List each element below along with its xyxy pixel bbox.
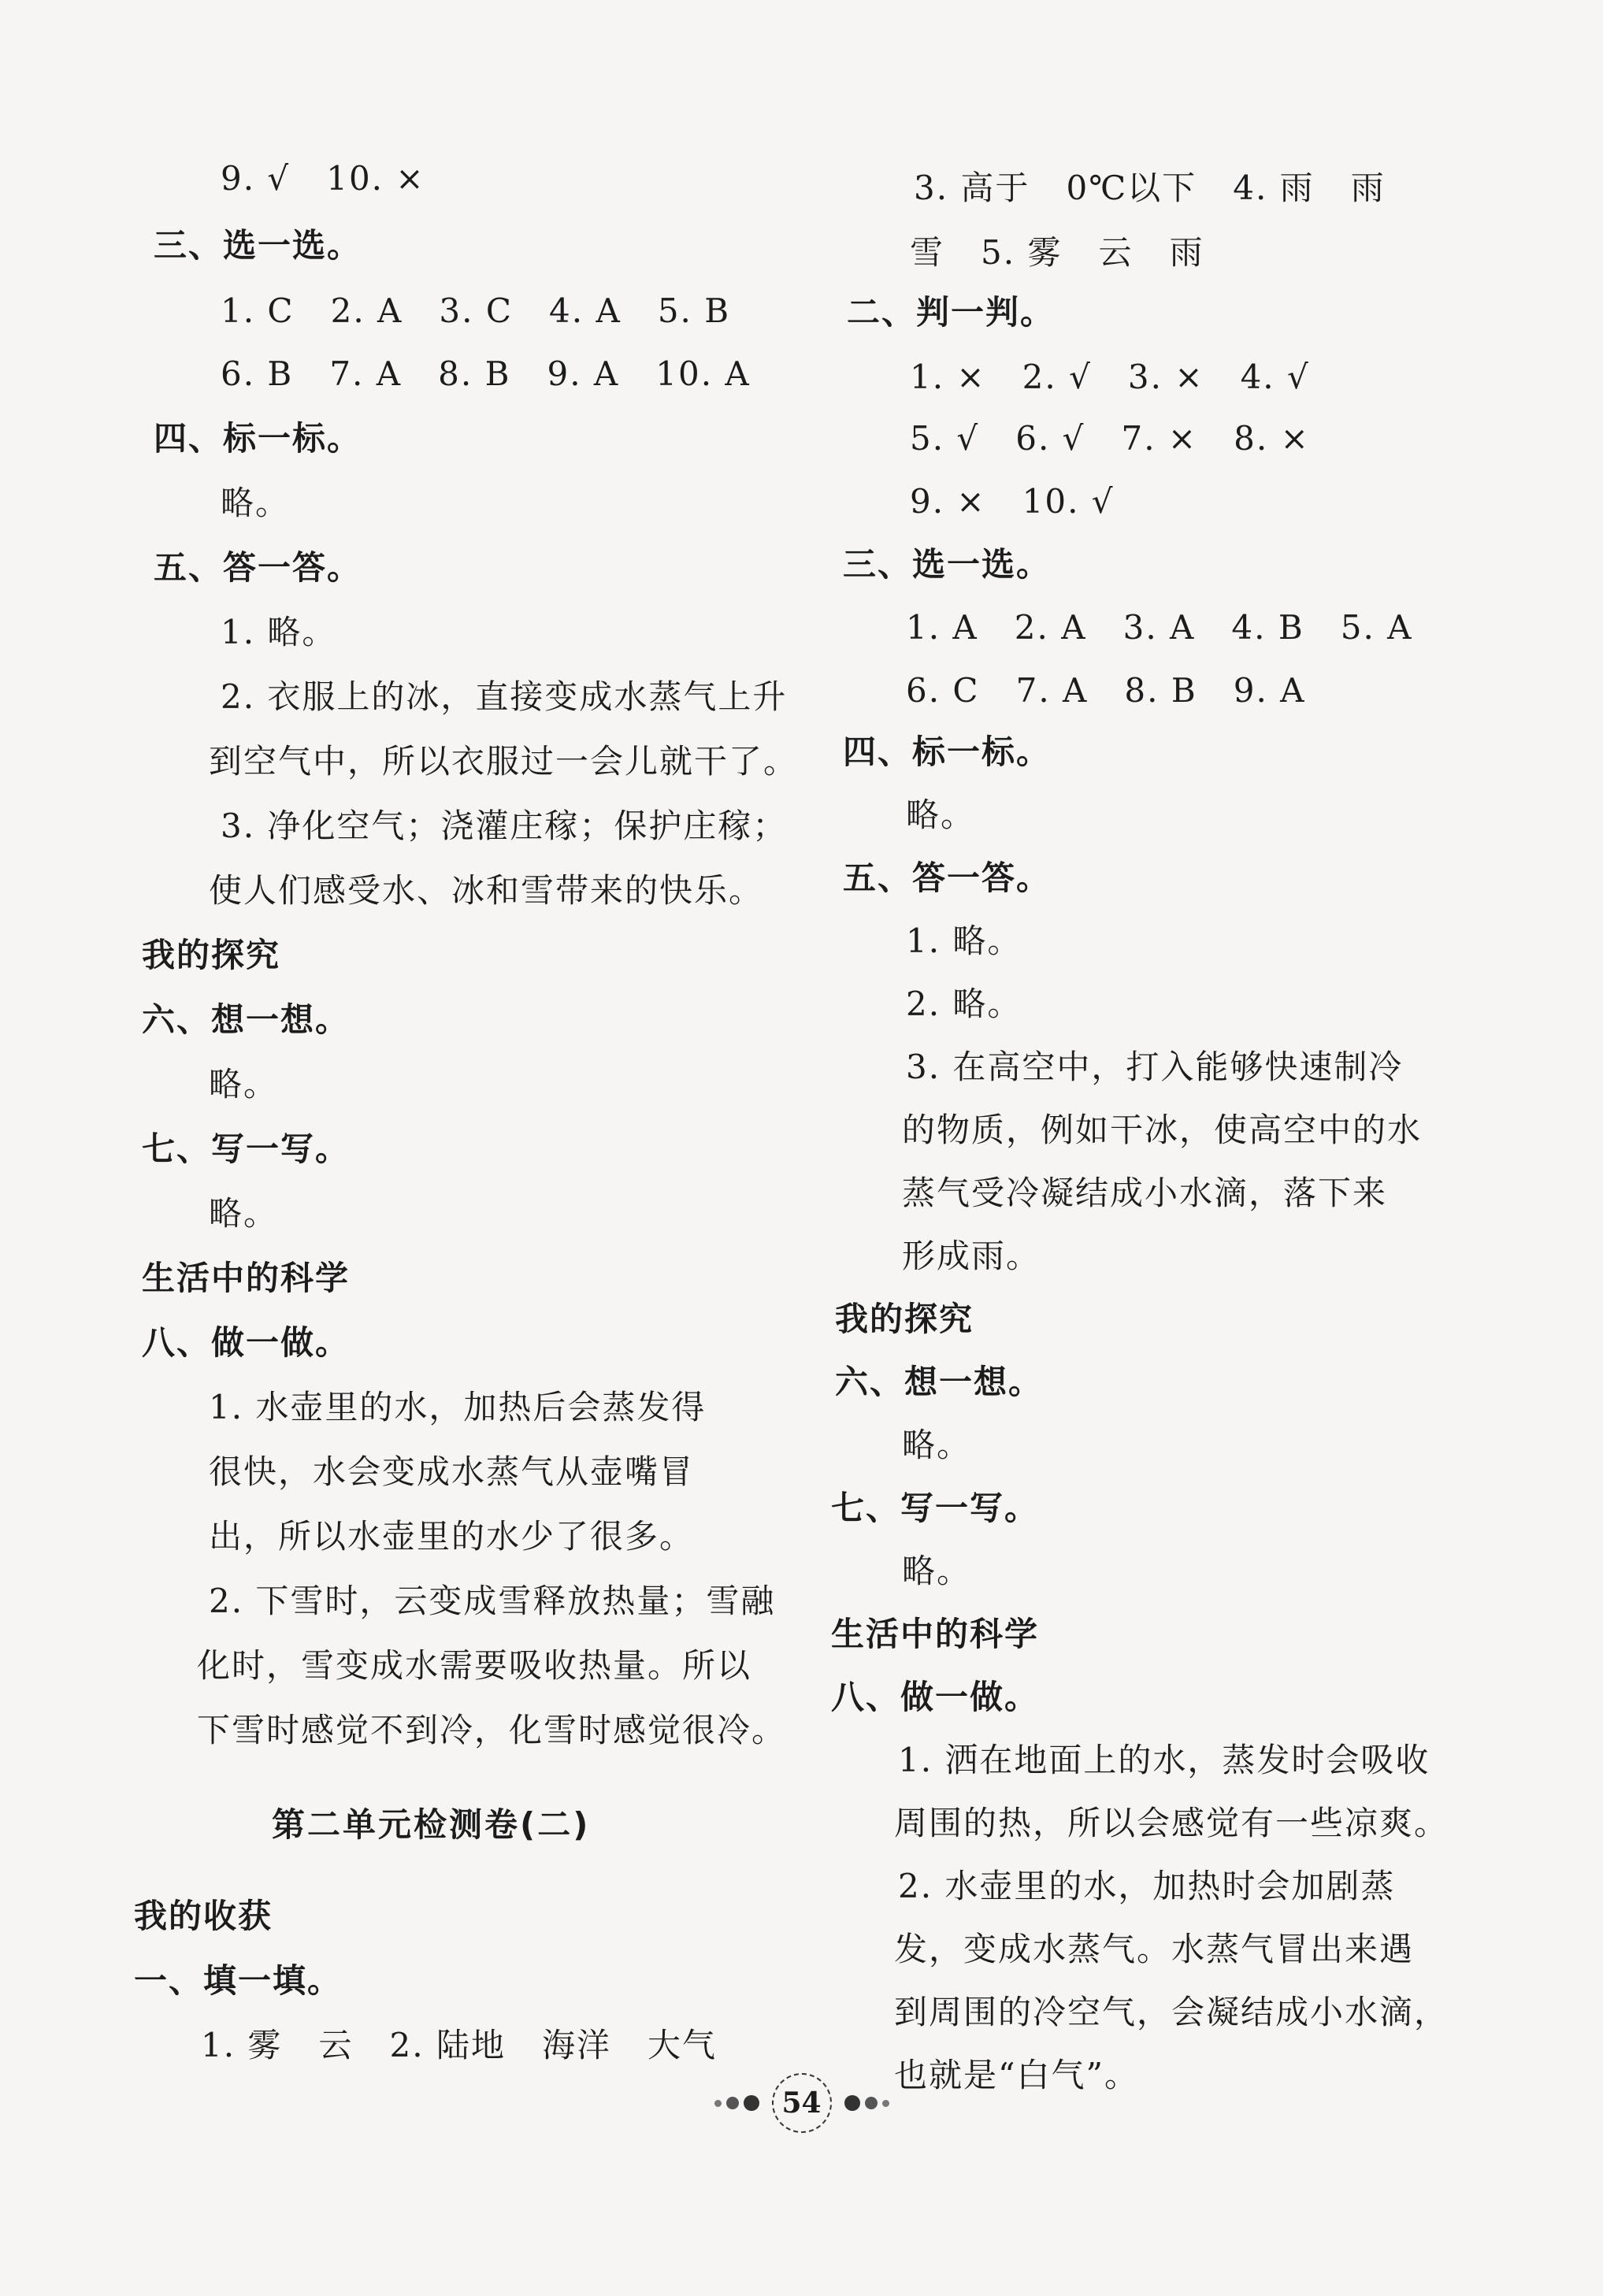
section-heading: 四、标一标。 [154,419,362,458]
answer-line: 略。 [209,1194,279,1233]
section-heading: 我的探究 [142,936,281,974]
answer-line: 6. B 7. A 8. B 9. A 10. A [221,354,751,393]
answer-line: 发，变成水蒸气。水蒸气冒出来遇 [894,1930,1415,1968]
footer-dot-icon [714,2100,722,2107]
answer-line: 1. 略。 [906,922,1022,960]
answer-line: 3. 净化空气；浇灌庄稼；保护庄稼； [221,807,788,845]
section-heading: 六、想一想。 [142,1000,351,1039]
footer-dot-icon [882,2100,889,2107]
answer-line: 形成雨。 [902,1237,1041,1275]
answer-line: 1. A 2. A 3. A 4. B 5. A [906,608,1413,647]
section-heading: 我的探究 [835,1300,974,1338]
answer-line: 1. 略。 [221,613,337,651]
answer-line: 到空气中，所以衣服过一会儿就干了。 [209,742,799,781]
footer-dot-icon [726,2097,739,2109]
section-heading: 六、想一想。 [835,1363,1044,1401]
answer-line: 2. 水壶里的水，加热时会加剧蒸 [898,1867,1396,1905]
section-heading: 八、做一做。 [831,1678,1040,1716]
page-footer [0,2072,1603,2135]
answer-line: 的物质，例如干冰，使高空中的水 [902,1111,1423,1149]
answer-line: 也就是“白气”。 [894,2056,1139,2094]
answer-line: 略。 [906,796,976,834]
answer-line: 下雪时感觉不到冷，化雪时感觉很冷。 [197,1711,787,1749]
section-heading: 七、写一写。 [142,1129,351,1168]
answer-line: 略。 [221,484,291,522]
answer-line: 周围的热，所以会感觉有一些凉爽。 [894,1804,1449,1842]
page-number: 54 [772,2073,832,2133]
answer-line: 化时，雪变成水需要吸收热量。所以 [197,1646,752,1685]
answer-line: 9. × 10. √ [910,482,1115,521]
answer-line: 2. 衣服上的冰，直接变成水蒸气上升 [221,677,788,716]
answer-line: 1. C 2. A 3. C 4. A 5. B [221,291,731,330]
answer-line: 2. 下雪时，云变成雪释放热量；雪融 [209,1582,776,1620]
answer-line: 3. 高于 0℃以下 4. 雨 雨 [914,169,1386,207]
footer-dot-icon [844,2095,860,2111]
section-heading: 三、选一选。 [154,226,362,265]
section-heading: 生活中的科学 [831,1615,1040,1653]
footer-dot-icon [865,2097,878,2109]
section-heading: 二、判一判。 [847,293,1056,332]
answer-line: 雪 5. 雾 云 雨 [910,233,1204,272]
answer-line: 1. 洒在地面上的水，蒸发时会吸收 [898,1741,1430,1779]
answer-line: 1. × 2. √ 3. × 4. √ [910,358,1310,396]
answer-line: 略。 [209,1065,279,1103]
answer-line: 出，所以水壶里的水少了很多。 [209,1517,695,1556]
section-heading: 八、做一做。 [142,1323,351,1362]
section-heading: 三、选一选。 [843,545,1052,584]
section-heading: 生活中的科学 [142,1259,351,1297]
section-heading: 五、答一答。 [843,859,1052,897]
answer-line: 9. √ 10. × [221,159,425,198]
answer-line: 使人们感受水、冰和雪带来的快乐。 [209,871,764,910]
section-heading: 七、写一写。 [831,1489,1040,1527]
answer-line: 2. 略。 [906,985,1022,1023]
section-heading: 四、标一标。 [843,733,1052,771]
section-heading: 五、答一答。 [154,548,362,587]
answer-line: 很快，水会变成水蒸气从壶嘴冒 [209,1452,695,1491]
answer-line: 到周围的冷空气，会凝结成小水滴， [894,1993,1449,2031]
answer-line: 略。 [902,1552,972,1590]
answer-line: 5. √ 6. √ 7. × 8. × [910,419,1310,458]
unit-title: 第二单元检测卷(二) [272,1805,591,1844]
answer-line: 蒸气受冷凝结成小水滴，落下来 [902,1174,1388,1212]
section-heading: 一、填一填。 [134,1961,343,2000]
answer-line: 1. 水壶里的水，加热后会蒸发得 [209,1388,707,1426]
answer-line: 略。 [902,1426,972,1464]
footer-dot-icon [744,2095,759,2111]
answer-line: 6. C 7. A 8. B 9. A [906,671,1306,710]
section-heading: 我的收获 [134,1897,273,1935]
answer-line: 1. 雾 云 2. 陆地 海洋 大气 [201,2026,718,2064]
answer-line: 3. 在高空中，打入能够快速制冷 [906,1048,1404,1086]
